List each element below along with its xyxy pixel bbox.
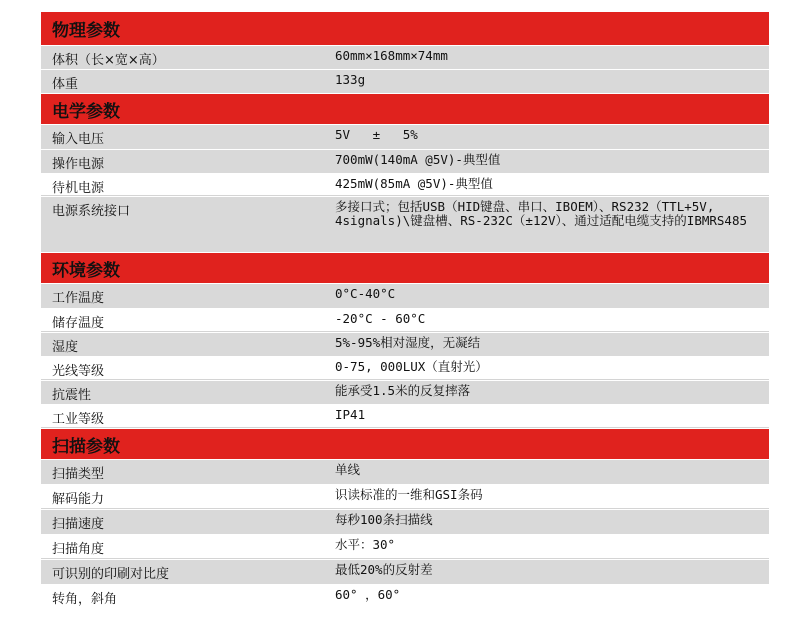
row-value: IP41 [335,407,366,422]
row-label: 输入电压 [52,132,105,147]
section-header-physical: 物理参数 [41,12,769,45]
row-value: 多接口式；包括USB（HID键盘、串口、IBOEM）、RS232（TTL+5V, 4signals)\键盘槽、RS-232C（±12V）、通过适配电缆支持的IBMRS485 [335,199,747,228]
table-row [41,333,769,356]
row-label: 扫描角度 [52,542,105,557]
row-label: 抗震性 [52,388,92,403]
table-row [41,485,769,509]
row-label: 扫描类型 [52,467,105,482]
row-value: 最低20%的反射差 [335,562,433,577]
table-row [41,585,769,609]
row-value: 60° ，60° [335,587,401,602]
row-value: 能承受1.5米的反复摔落 [335,383,471,398]
row-label: 电源系统接口 [52,204,131,219]
table-row [41,125,769,149]
table-row [41,46,769,69]
row-value: 每秒100条扫描线 [335,512,433,527]
table-row [41,357,769,380]
row-label: 工业等级 [52,412,105,427]
row-value: 水平：30° [335,537,396,552]
table-row [41,284,769,308]
table-row [41,560,769,584]
row-value: -20°C - 60°C [335,311,426,326]
table-row [41,197,769,252]
row-label: 操作电源 [52,157,105,172]
row-label: 扫描速度 [52,517,105,532]
row-label: 光线等级 [52,364,105,379]
row-value: 单线 [335,462,361,477]
row-label: 工作温度 [52,291,105,306]
row-label: 湿度 [52,340,79,355]
row-label: 可识别的印刷对比度 [52,567,170,582]
row-value: 0-75, 000LUX（直射光） [335,359,488,374]
table-row [41,535,769,559]
row-value: 0°C-40°C [335,286,396,301]
table-row [41,150,769,173]
row-value: 425mW(85mA @5V)-典型值 [335,176,493,191]
table-row [41,174,769,196]
section-header-electrical: 电学参数 [41,94,769,124]
row-value: 60mm×168mm×74mm [335,48,448,63]
section-header-environment: 环境参数 [41,253,769,283]
table-row [41,381,769,404]
table-row [41,460,769,484]
row-label: 体积（长×宽×高） [52,53,165,68]
spec-table [41,12,769,610]
row-label: 待机电源 [52,181,105,196]
row-value: 5%-95%相对湿度，无凝结 [335,335,481,350]
row-label: 解码能力 [52,492,105,507]
row-label: 转角，斜角 [52,592,118,607]
table-row [41,510,769,534]
section-header-scanning: 扫描参数 [41,429,769,459]
row-value: 识读标准的一维和GSI条码 [335,487,483,502]
row-value: 133g [335,72,366,87]
table-row [41,70,769,93]
row-label: 储存温度 [52,316,105,331]
row-value: 5V ± 5% [335,127,418,142]
table-row [41,309,769,332]
row-label: 体重 [52,77,79,92]
row-value: 700mW(140mA @5V)-典型值 [335,152,501,167]
table-row [41,405,769,428]
